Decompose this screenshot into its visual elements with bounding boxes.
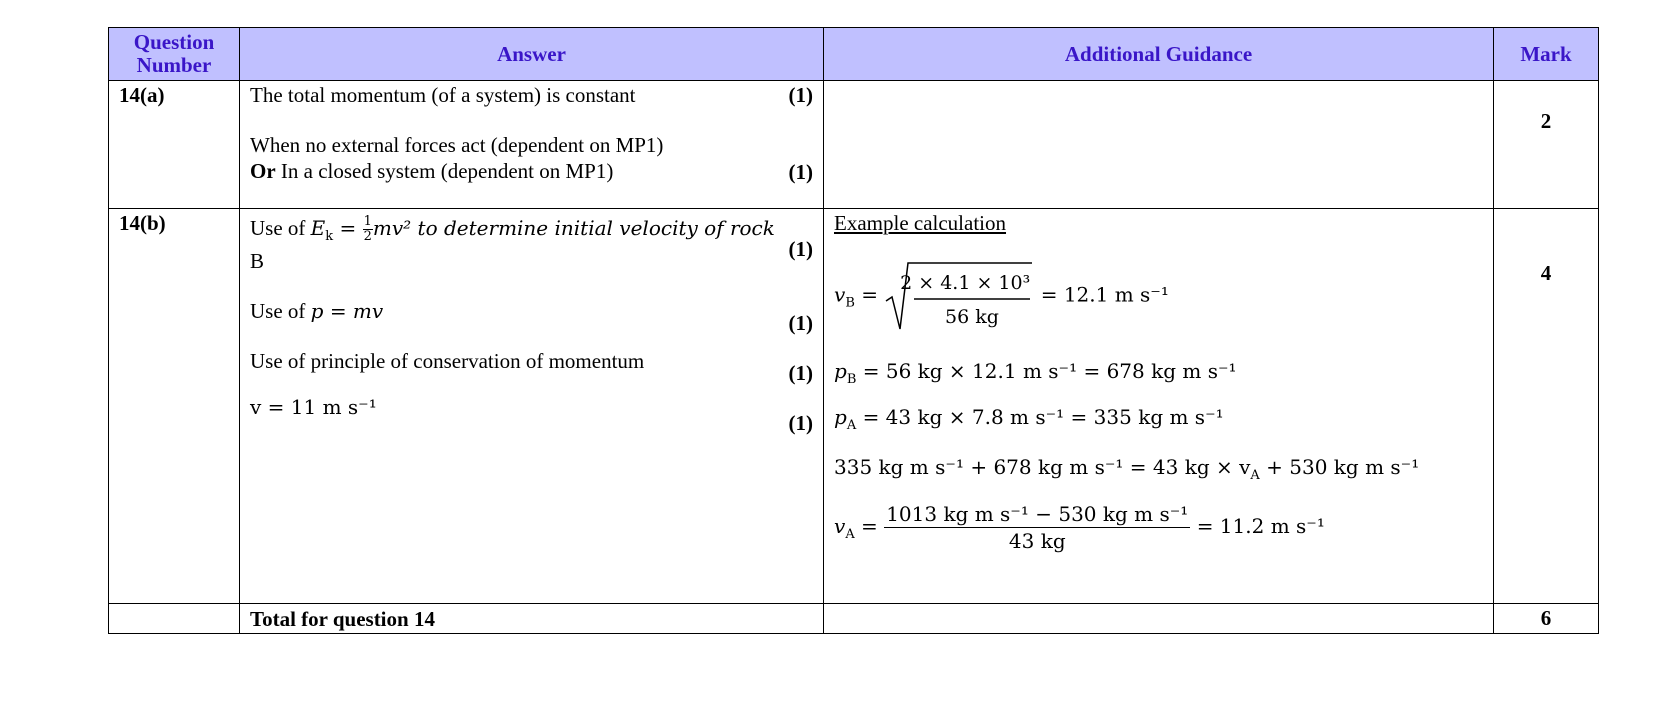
guidance-14b [824, 209, 1494, 604]
mark-scheme-table [108, 27, 1599, 634]
mark-14b: 4 [1494, 209, 1599, 604]
mark-point: (1) [788, 237, 813, 261]
total-guidance-empty [824, 604, 1494, 634]
row-14b [109, 209, 1599, 604]
va-equation: $v_A$ = $\frac{\text{1013 kg m s⁻¹ − 530 kg m s⁻¹}}{43 kg}$ = 11.2 m s⁻¹ [834, 502, 1325, 553]
vb-equation: $v_B$ = 2 × 4.1 × 10³ J 56 kg = 12.1 m s⁻¹ [834, 259, 1169, 333]
or-word: Or [250, 159, 276, 183]
square-root-icon [884, 259, 1034, 333]
answer-14b [240, 209, 824, 604]
mark-point: (1) [788, 160, 813, 184]
example-calculation-title: Example calculation [834, 211, 1007, 235]
answer-14b-line3: Use of principle of conservation of momentum [250, 349, 645, 373]
svg-text:2 × 4.1 × 10³ J: 2 × 4.1 × 10³ J [900, 272, 1035, 294]
guidance-14a [824, 81, 1494, 209]
header-row [109, 28, 1599, 81]
answer-14b-line4: v = 11 m s⁻¹ [250, 395, 377, 419]
answer-14b-line2: Use of p = mv [250, 299, 384, 323]
svg-text:56 kg: 56 kg [945, 306, 1000, 328]
header-mark: Mark [1494, 28, 1599, 81]
total-mark: 6 [1494, 604, 1599, 634]
answer-14a [240, 81, 824, 209]
mark-14a: 2 [1494, 81, 1599, 209]
answer-14a-line3: Or In a closed system (dependent on MP1) [250, 159, 614, 183]
mark-point: (1) [788, 311, 813, 335]
conservation-equation: 335 kg m s⁻¹ + 678 kg m s⁻¹ = 43 kg × $v_A + 530$ kg m s⁻¹ [834, 455, 1420, 483]
answer-14a-line2: When no external forces act (dependent on MP1) [250, 133, 664, 157]
answer-14b-line1-cont: B [250, 249, 265, 273]
total-empty-cell [109, 604, 240, 634]
mark-point: (1) [788, 411, 813, 435]
mark-point: (1) [788, 361, 813, 385]
question-number-14a: 14(a) [109, 81, 240, 209]
row-total [109, 604, 1599, 634]
answer-14a-line1: The total momentum (of a system) is constant [250, 83, 636, 107]
pa-equation: $p_A = 43$ kg × 7.8 m s⁻¹ = 335 kg m s⁻¹ [834, 405, 1224, 433]
header-question-number: Question Number [109, 28, 240, 81]
pb-equation: $p_B = 56$ kg × 12.1 m s⁻¹ = 678 kg m s⁻¹ [834, 359, 1237, 387]
header-answer: Answer [240, 28, 824, 81]
total-label: Total for question 14 [240, 604, 824, 634]
answer-14b-line1: Use of $E_k$ = $\frac{1}{2}$ mv² to determine initial velocity of rock [250, 214, 775, 244]
header-additional-guidance: Additional Guidance [824, 28, 1494, 81]
row-14a [109, 81, 1599, 209]
question-number-14b: 14(b) [109, 209, 240, 604]
mark-point: (1) [788, 83, 813, 107]
